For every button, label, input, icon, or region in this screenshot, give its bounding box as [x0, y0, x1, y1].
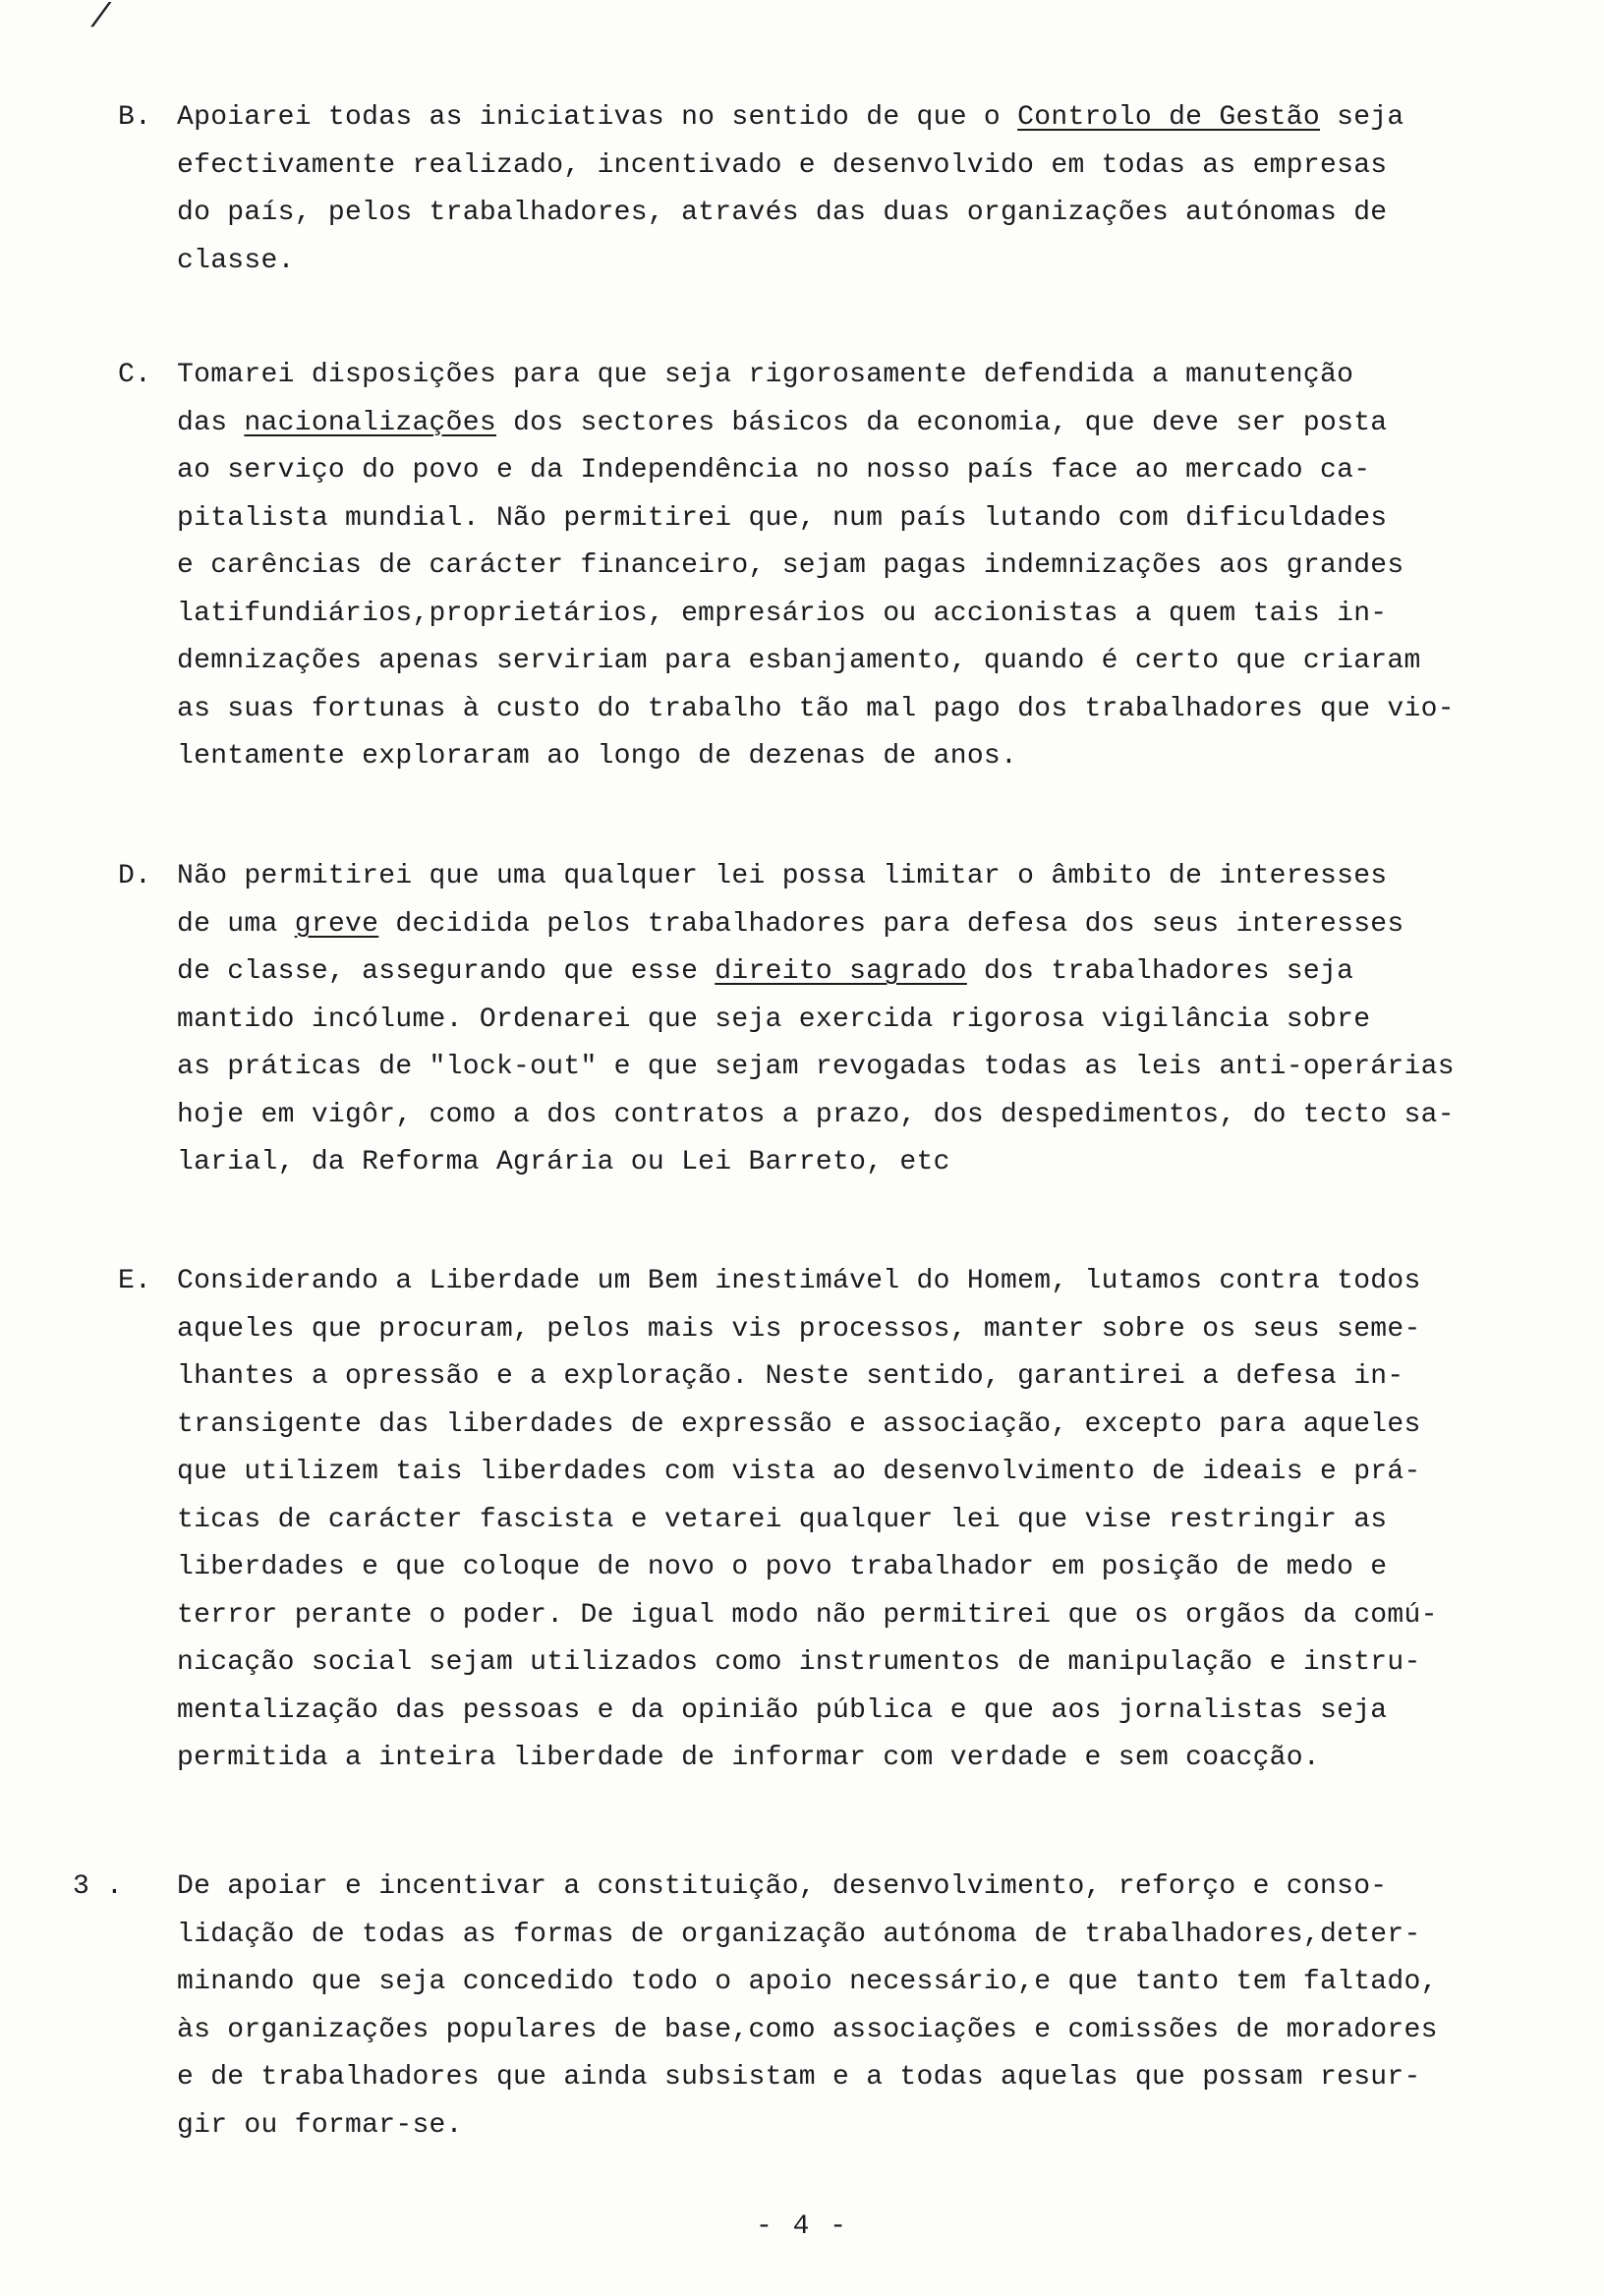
text-run: nicação social sejam utilizados como instrumentos de manipulação e instru-: [177, 1647, 1421, 1678]
text-run: do país, pelos trabalhadores, através das duas organizações autónomas de: [177, 198, 1388, 228]
text-line: [177, 1688, 1533, 1736]
text-line: [177, 1306, 1533, 1354]
section-marker: D.: [118, 861, 152, 891]
text-line: [177, 638, 1533, 686]
text-line: [177, 2007, 1488, 2055]
section-body: [177, 94, 1533, 285]
text-line: [177, 1592, 1533, 1640]
text-run: que utilizem tais liberdades com vista ao desenvolvimento de ideais e prá-: [177, 1457, 1421, 1487]
text-line: [177, 853, 1533, 901]
text-line: [177, 352, 1533, 400]
text-line: [177, 1139, 1533, 1187]
text-run: pitalista mundial. Não permitirei que, num país lutando com dificuldades: [177, 502, 1388, 534]
text-line: [177, 1639, 1533, 1688]
text-line: [177, 238, 1533, 286]
underlined-phrase: Controlo de Gestão: [1017, 102, 1320, 133]
text-line: [177, 1544, 1533, 1592]
section-d: [118, 853, 1533, 1187]
text-run: transigente das liberdades de expressão e associação, excepto para aqueles: [177, 1408, 1421, 1440]
text-run: permitida a inteira liberdade de informar com verdade e sem coacção.: [177, 1743, 1320, 1773]
text-run: efectivamente realizado, incentivado e desenvolvido em todas as empresas: [177, 149, 1388, 181]
text-line: [177, 190, 1533, 238]
text-line: [177, 901, 1533, 949]
text-run: dos trabalhadores seja: [966, 956, 1354, 987]
text-run: as práticas de "lock-out" e que sejam revogadas todas as leis anti-operárias: [177, 1052, 1455, 1082]
text-line: [177, 1959, 1488, 2007]
text-line: [177, 1092, 1533, 1140]
text-run: de classe, assegurando que esse: [177, 956, 716, 987]
text-line: [177, 1864, 1488, 1912]
underlined-phrase: greve: [294, 908, 379, 940]
text-run: de uma: [177, 908, 295, 940]
underlined-phrase: direito sagrado: [715, 956, 967, 987]
text-run: seja: [1320, 102, 1404, 133]
text-run: lhantes a opressão e a exploração. Neste sentido, garantirei a defesa in-: [177, 1361, 1404, 1392]
text-line: [177, 1912, 1488, 1960]
text-line: [177, 2054, 1488, 2102]
page-number: - 4 -: [755, 2211, 848, 2242]
text-run: minando que seja concedido todo o apoio necessário,e que tanto tem faltado,: [177, 1967, 1438, 1997]
text-line: [177, 2102, 1488, 2151]
text-run: Considerando a Liberdade um Bem inestimável do Homem, lutamos contra todos: [177, 1266, 1421, 1296]
text-line: [177, 1258, 1533, 1306]
section-3: [73, 1864, 1488, 2150]
text-run: mentalização das pessoas e da opinião pública e que aos jornalistas seja: [177, 1694, 1388, 1726]
text-run: larial, da Reforma Agrária ou Lei Barreto, etc: [177, 1147, 950, 1177]
text-line: [177, 94, 1533, 143]
text-line: [177, 1353, 1533, 1402]
text-run: as suas fortunas à custo do trabalho tão mal pago dos trabalhadores que vio-: [177, 693, 1455, 724]
text-run: ticas de carácter fascista e vetarei qualquer lei que vise restringir as: [177, 1504, 1388, 1535]
section-marker: E.: [118, 1266, 152, 1296]
section-body: [177, 1258, 1533, 1783]
section-marker: B.: [118, 102, 152, 133]
text-run: e carências de carácter financeiro, sejam pagas indemnizações aos grandes: [177, 550, 1404, 581]
text-line: [177, 1735, 1533, 1783]
text-line: [177, 543, 1533, 591]
text-run: Não permitirei que uma qualquer lei possa limitar o âmbito de interesses: [177, 861, 1388, 891]
text-line: [177, 143, 1533, 191]
text-run: lentamente exploraram ao longo de dezenas de anos.: [177, 741, 1018, 772]
text-run: De apoiar e incentivar a constituição, desenvolvimento, reforço e conso-: [177, 1871, 1388, 1902]
text-run: dos sectores básicos da economia, que deve ser posta: [495, 407, 1388, 438]
text-run: hoje em vigôr, como a dos contratos a prazo, dos despedimentos, do tecto sa-: [177, 1099, 1455, 1130]
text-run: liberdades e que coloque de novo o povo trabalhador em posição de medo e: [177, 1552, 1388, 1582]
text-run: Tomarei disposições para que seja rigorosamente defendida a manutenção: [177, 360, 1354, 390]
text-run: demnizações apenas serviriam para esbanjamento, quando é certo que criaram: [177, 646, 1421, 676]
text-run: e de trabalhadores que ainda subsistam e a todas aquelas que possam resur-: [177, 2062, 1421, 2093]
text-run: gir ou formar-se.: [177, 2109, 463, 2141]
text-line: [177, 447, 1533, 495]
top-margin-mark: /: [90, 0, 111, 37]
text-run: terror perante o poder. De igual modo não permitirei que os orgãos da comú-: [177, 1599, 1438, 1631]
text-run: às organizações populares de base,como associações e comissões de moradores: [177, 2014, 1438, 2045]
text-line: [177, 1044, 1533, 1092]
text-run: latifundiários,proprietários, empresários ou accionistas a quem tais in-: [177, 598, 1388, 629]
text-line: [177, 400, 1533, 448]
text-line: [177, 1497, 1533, 1545]
text-line: [177, 1449, 1533, 1497]
text-run: decidida pelos trabalhadores para defesa dos seus interesses: [378, 908, 1404, 940]
text-line: [177, 495, 1533, 544]
section-marker: C.: [118, 360, 152, 390]
section-e: [118, 1258, 1533, 1783]
text-run: classe.: [177, 245, 295, 276]
underlined-phrase: nacionalizações: [244, 407, 496, 438]
section-c: [118, 352, 1533, 781]
section-marker: 3 .: [73, 1871, 124, 1902]
text-run: Apoiarei todas as iniciativas no sentido de que o: [177, 102, 1018, 133]
text-run: ao serviço do povo e da Independência no nosso país face ao mercado ca-: [177, 455, 1371, 486]
text-line: [177, 591, 1533, 639]
text-run: lidação de todas as formas de organização autónoma de trabalhadores,deter-: [177, 1919, 1421, 1950]
text-line: [177, 948, 1533, 997]
section-body: [177, 1864, 1488, 2150]
text-line: [177, 1402, 1533, 1450]
section-b: [118, 94, 1533, 285]
text-line: [177, 997, 1533, 1045]
section-body: [177, 352, 1533, 781]
text-line: [177, 733, 1533, 781]
section-body: [177, 853, 1533, 1187]
text-line: [177, 686, 1533, 734]
text-run: aqueles que procuram, pelos mais vis processos, manter sobre os seus seme-: [177, 1313, 1421, 1345]
text-run: mantido incólume. Ordenarei que seja exercida rigorosa vigilância sobre: [177, 1004, 1371, 1035]
text-run: das: [177, 407, 245, 438]
